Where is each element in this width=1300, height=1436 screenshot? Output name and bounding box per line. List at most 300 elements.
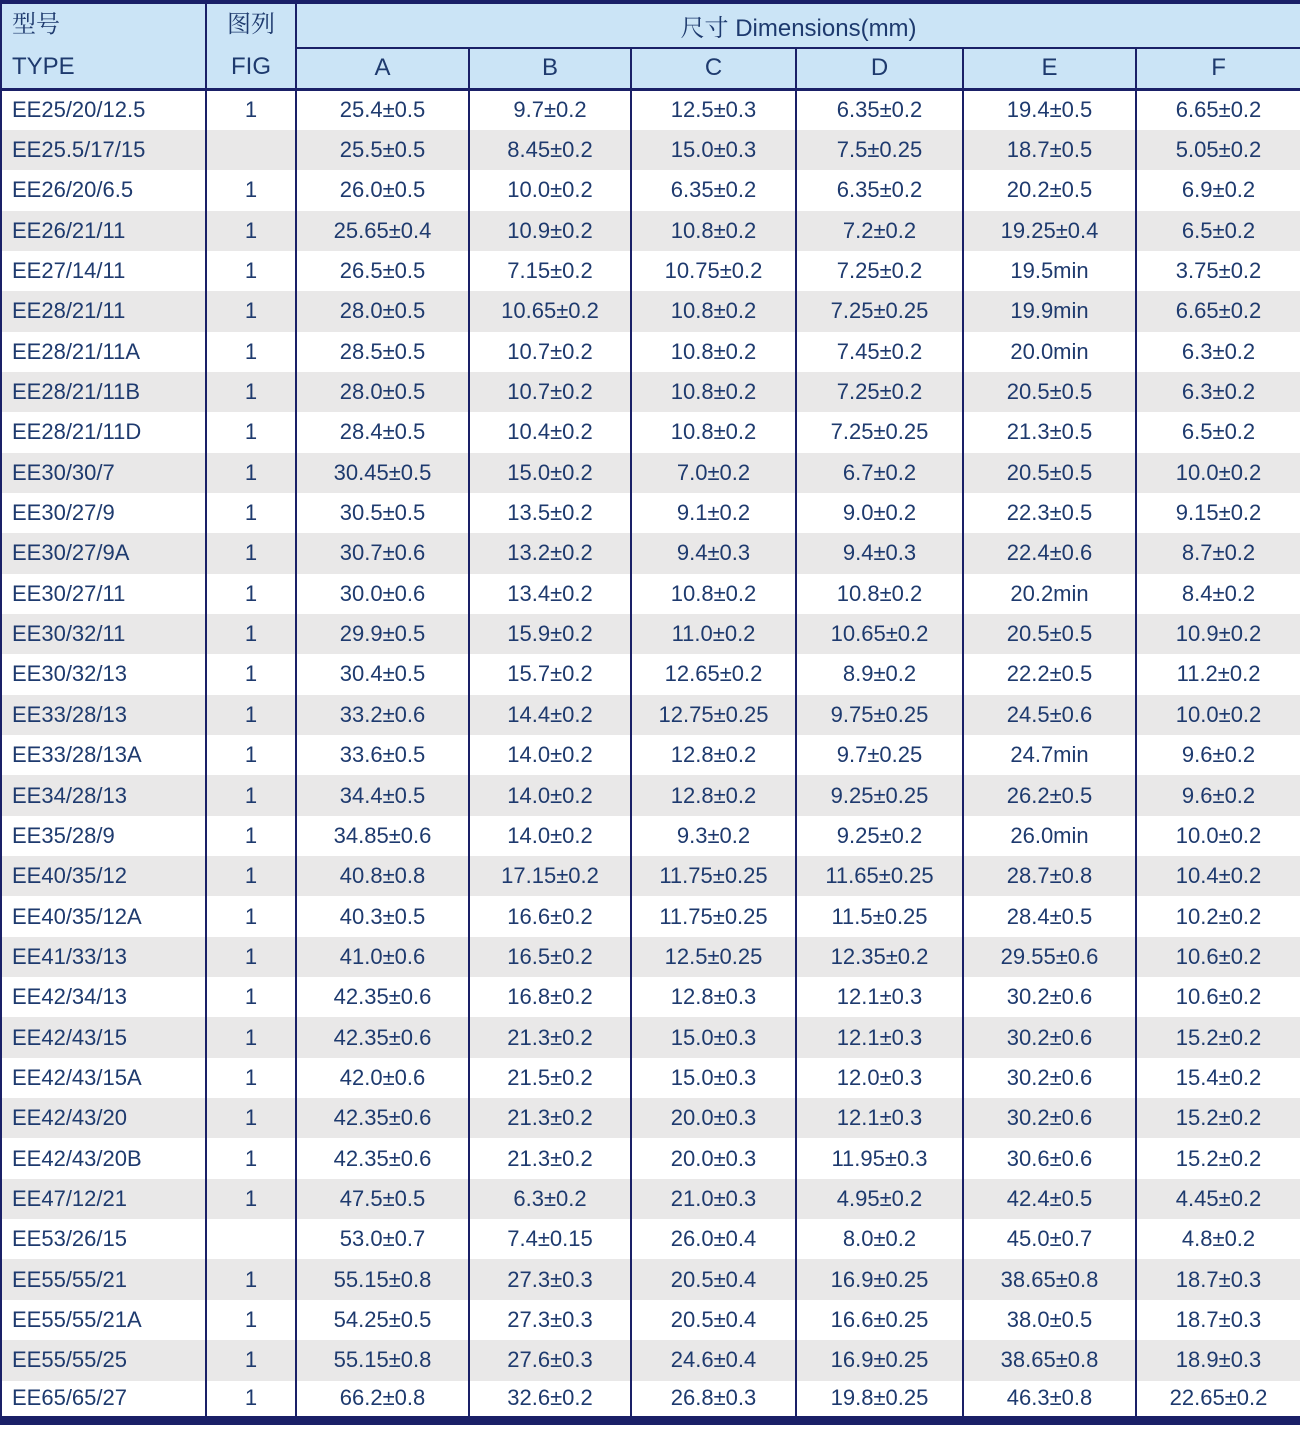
table-row	[1, 130, 1300, 170]
fig-cell: 1	[206, 977, 296, 1017]
fig-cell	[206, 130, 296, 170]
type-cell: EE25/20/12.5	[1, 90, 206, 130]
dimension-value-cell: 9.3±0.2	[631, 816, 796, 856]
table-row	[1, 977, 1300, 1017]
dimension-value-cell: 10.0±0.2	[469, 170, 631, 210]
table-row	[1, 291, 1300, 331]
table-row	[1, 372, 1300, 412]
dimension-value-cell: 6.5±0.2	[1136, 211, 1300, 251]
dimension-value-cell: 27.3±0.3	[469, 1259, 631, 1299]
dimension-value-cell: 9.15±0.2	[1136, 493, 1300, 533]
dimension-value-cell: 10.4±0.2	[1136, 856, 1300, 896]
type-cell: EE55/55/21A	[1, 1300, 206, 1340]
dimension-value-cell: 38.65±0.8	[963, 1340, 1136, 1380]
dimension-value-cell: 9.7±0.2	[469, 90, 631, 130]
dimension-value-cell: 30.6±0.6	[963, 1138, 1136, 1178]
table-row	[1, 856, 1300, 896]
fig-cell: 1	[206, 574, 296, 614]
dimension-value-cell: 4.95±0.2	[796, 1179, 963, 1219]
dimension-value-cell: 15.2±0.2	[1136, 1017, 1300, 1057]
dimension-value-cell: 30.7±0.6	[296, 533, 469, 573]
dimension-value-cell: 3.75±0.2	[1136, 251, 1300, 291]
dimension-value-cell: 11.2±0.2	[1136, 654, 1300, 694]
dimension-value-cell: 16.6±0.2	[469, 896, 631, 936]
dimension-value-cell: 21.3±0.2	[469, 1017, 631, 1057]
col-header-fig	[206, 2, 296, 90]
dimension-value-cell: 5.05±0.2	[1136, 130, 1300, 170]
dimension-value-cell: 7.45±0.2	[796, 332, 963, 372]
dimension-value-cell: 20.5±0.5	[963, 614, 1136, 654]
dimension-value-cell: 11.0±0.2	[631, 614, 796, 654]
col-header-a: A	[296, 48, 469, 90]
col-header-type-en: TYPE	[12, 53, 75, 80]
dimension-value-cell: 38.0±0.5	[963, 1300, 1136, 1340]
dimension-value-cell: 9.6±0.2	[1136, 775, 1300, 815]
dimension-value-cell: 8.45±0.2	[469, 130, 631, 170]
fig-cell: 1	[206, 211, 296, 251]
table-row	[1, 533, 1300, 573]
dimension-value-cell: 10.9±0.2	[469, 211, 631, 251]
table-row	[1, 1259, 1300, 1299]
type-cell: EE42/43/20B	[1, 1138, 206, 1178]
dimension-value-cell: 8.7±0.2	[1136, 533, 1300, 573]
fig-cell: 1	[206, 291, 296, 331]
dimension-value-cell: 54.25±0.5	[296, 1300, 469, 1340]
dimension-value-cell: 28.4±0.5	[963, 896, 1136, 936]
fig-cell: 1	[206, 735, 296, 775]
dimension-value-cell: 15.0±0.2	[469, 453, 631, 493]
dimension-value-cell: 16.8±0.2	[469, 977, 631, 1017]
dimension-value-cell: 25.65±0.4	[296, 211, 469, 251]
dimension-value-cell: 7.25±0.25	[796, 412, 963, 452]
dimension-value-cell: 12.35±0.2	[796, 937, 963, 977]
dimension-value-cell: 9.1±0.2	[631, 493, 796, 533]
fig-cell: 1	[206, 493, 296, 533]
dimension-value-cell: 38.65±0.8	[963, 1259, 1136, 1299]
table-row	[1, 695, 1300, 735]
dimension-value-cell: 17.15±0.2	[469, 856, 631, 896]
type-cell: EE40/35/12A	[1, 896, 206, 936]
dimension-value-cell: 20.5±0.5	[963, 453, 1136, 493]
type-cell: EE28/21/11B	[1, 372, 206, 412]
dimension-value-cell: 6.65±0.2	[1136, 291, 1300, 331]
type-cell: EE25.5/17/15	[1, 130, 206, 170]
type-cell: EE28/21/11A	[1, 332, 206, 372]
dimension-value-cell: 24.5±0.6	[963, 695, 1136, 735]
dimension-value-cell: 28.5±0.5	[296, 332, 469, 372]
dimension-value-cell: 13.2±0.2	[469, 533, 631, 573]
dimension-value-cell: 13.4±0.2	[469, 574, 631, 614]
col-header-b: B	[469, 48, 631, 90]
col-header-c: C	[631, 48, 796, 90]
dimension-value-cell: 6.35±0.2	[631, 170, 796, 210]
fig-cell: 1	[206, 1259, 296, 1299]
dimension-value-cell: 11.75±0.25	[631, 896, 796, 936]
dimension-value-cell: 7.5±0.25	[796, 130, 963, 170]
dimension-value-cell: 28.7±0.8	[963, 856, 1136, 896]
fig-cell: 1	[206, 856, 296, 896]
dimension-value-cell: 9.6±0.2	[1136, 735, 1300, 775]
table-row	[1, 775, 1300, 815]
type-cell: EE53/26/15	[1, 1219, 206, 1259]
dimension-value-cell: 6.3±0.2	[1136, 372, 1300, 412]
dimension-value-cell: 20.5±0.4	[631, 1259, 796, 1299]
dimension-value-cell: 10.7±0.2	[469, 372, 631, 412]
dimension-value-cell: 6.5±0.2	[1136, 412, 1300, 452]
table-row	[1, 816, 1300, 856]
dimension-value-cell: 10.8±0.2	[631, 211, 796, 251]
dimension-value-cell: 26.8±0.3	[631, 1381, 796, 1421]
table-row	[1, 1058, 1300, 1098]
dimension-value-cell: 7.0±0.2	[631, 453, 796, 493]
fig-cell: 1	[206, 332, 296, 372]
type-cell: EE33/28/13	[1, 695, 206, 735]
dimension-value-cell: 15.2±0.2	[1136, 1098, 1300, 1138]
dimension-value-cell: 12.1±0.3	[796, 1017, 963, 1057]
table-body	[1, 90, 1300, 1421]
dimension-value-cell: 20.0±0.3	[631, 1098, 796, 1138]
fig-cell: 1	[206, 1098, 296, 1138]
table-row	[1, 453, 1300, 493]
type-cell: EE55/55/25	[1, 1340, 206, 1380]
dimension-value-cell: 12.8±0.2	[631, 735, 796, 775]
dimension-value-cell: 29.9±0.5	[296, 614, 469, 654]
dimension-value-cell: 9.75±0.25	[796, 695, 963, 735]
dimension-value-cell: 10.0±0.2	[1136, 816, 1300, 856]
type-cell: EE28/21/11D	[1, 412, 206, 452]
dimension-value-cell: 18.9±0.3	[1136, 1340, 1300, 1380]
dimension-value-cell: 55.15±0.8	[296, 1259, 469, 1299]
table-row	[1, 251, 1300, 291]
col-header-fig-cn: 图列	[227, 11, 275, 38]
dimension-value-cell: 30.2±0.6	[963, 1058, 1136, 1098]
fig-cell: 1	[206, 1300, 296, 1340]
dimension-value-cell: 53.0±0.7	[296, 1219, 469, 1259]
table-row	[1, 654, 1300, 694]
dimension-value-cell: 8.0±0.2	[796, 1219, 963, 1259]
type-cell: EE34/28/13	[1, 775, 206, 815]
dimension-value-cell: 6.9±0.2	[1136, 170, 1300, 210]
fig-cell: 1	[206, 251, 296, 291]
dimension-value-cell: 11.65±0.25	[796, 856, 963, 896]
fig-cell: 1	[206, 1179, 296, 1219]
dimension-value-cell: 4.8±0.2	[1136, 1219, 1300, 1259]
type-cell: EE30/30/7	[1, 453, 206, 493]
header-row-top	[1, 2, 1300, 48]
dimension-value-cell: 10.8±0.2	[631, 412, 796, 452]
type-cell: EE28/21/11	[1, 291, 206, 331]
table-row	[1, 937, 1300, 977]
dimension-value-cell: 11.75±0.25	[631, 856, 796, 896]
dimension-value-cell: 30.2±0.6	[963, 1098, 1136, 1138]
type-cell: EE42/34/13	[1, 977, 206, 1017]
dimension-value-cell: 14.0±0.2	[469, 735, 631, 775]
dimension-value-cell: 10.75±0.2	[631, 251, 796, 291]
dimension-value-cell: 10.65±0.2	[469, 291, 631, 331]
dimension-value-cell: 6.3±0.2	[469, 1179, 631, 1219]
table-row	[1, 1340, 1300, 1380]
dimension-value-cell: 25.5±0.5	[296, 130, 469, 170]
table-row	[1, 493, 1300, 533]
dimension-value-cell: 42.35±0.6	[296, 1098, 469, 1138]
dimension-value-cell: 34.85±0.6	[296, 816, 469, 856]
dimension-value-cell: 21.3±0.2	[469, 1098, 631, 1138]
dimension-value-cell: 22.4±0.6	[963, 533, 1136, 573]
type-cell: EE26/21/11	[1, 211, 206, 251]
dimension-value-cell: 12.8±0.2	[631, 775, 796, 815]
type-cell: EE65/65/27	[1, 1381, 206, 1421]
fig-cell: 1	[206, 170, 296, 210]
dimension-value-cell: 6.3±0.2	[1136, 332, 1300, 372]
dimension-value-cell: 66.2±0.8	[296, 1381, 469, 1421]
dimension-value-cell: 19.8±0.25	[796, 1381, 963, 1421]
dimension-value-cell: 15.0±0.3	[631, 130, 796, 170]
dimension-value-cell: 18.7±0.5	[963, 130, 1136, 170]
fig-cell: 1	[206, 372, 296, 412]
dimension-value-cell: 21.3±0.5	[963, 412, 1136, 452]
fig-cell: 1	[206, 775, 296, 815]
dimension-value-cell: 12.5±0.25	[631, 937, 796, 977]
dimension-value-cell: 8.4±0.2	[1136, 574, 1300, 614]
dimension-value-cell: 6.7±0.2	[796, 453, 963, 493]
type-cell: EE30/27/9A	[1, 533, 206, 573]
fig-cell: 1	[206, 1138, 296, 1178]
dimension-value-cell: 22.65±0.2	[1136, 1381, 1300, 1421]
type-cell: EE27/14/11	[1, 251, 206, 291]
dimension-value-cell: 46.3±0.8	[963, 1381, 1136, 1421]
dimension-value-cell: 12.75±0.25	[631, 695, 796, 735]
dimension-value-cell: 40.3±0.5	[296, 896, 469, 936]
dimension-value-cell: 10.4±0.2	[469, 412, 631, 452]
dimension-value-cell: 12.65±0.2	[631, 654, 796, 694]
dimension-value-cell: 7.4±0.15	[469, 1219, 631, 1259]
dimension-value-cell: 10.8±0.2	[631, 372, 796, 412]
table-row	[1, 896, 1300, 936]
table-row	[1, 1219, 1300, 1259]
fig-cell: 1	[206, 1058, 296, 1098]
dimension-value-cell: 12.1±0.3	[796, 1098, 963, 1138]
dimension-value-cell: 7.25±0.2	[796, 251, 963, 291]
dimension-value-cell: 10.2±0.2	[1136, 896, 1300, 936]
dimension-value-cell: 30.0±0.6	[296, 574, 469, 614]
dimension-value-cell: 13.5±0.2	[469, 493, 631, 533]
fig-cell: 1	[206, 614, 296, 654]
fig-cell: 1	[206, 937, 296, 977]
dimension-value-cell: 7.25±0.2	[796, 372, 963, 412]
dimension-value-cell: 9.25±0.25	[796, 775, 963, 815]
dimension-value-cell: 22.3±0.5	[963, 493, 1136, 533]
fig-cell: 1	[206, 1017, 296, 1057]
dimension-value-cell: 10.8±0.2	[796, 574, 963, 614]
dimension-value-cell: 10.0±0.2	[1136, 695, 1300, 735]
dimension-value-cell: 47.5±0.5	[296, 1179, 469, 1219]
dimension-value-cell: 12.1±0.3	[796, 977, 963, 1017]
dimension-value-cell: 16.9±0.25	[796, 1340, 963, 1380]
dimension-value-cell: 6.35±0.2	[796, 90, 963, 130]
dimension-value-cell: 22.2±0.5	[963, 654, 1136, 694]
dimension-value-cell: 10.8±0.2	[631, 291, 796, 331]
fig-cell: 1	[206, 816, 296, 856]
dimension-value-cell: 19.9min	[963, 291, 1136, 331]
fig-cell: 1	[206, 90, 296, 130]
dimension-value-cell: 26.5±0.5	[296, 251, 469, 291]
dimension-value-cell: 15.9±0.2	[469, 614, 631, 654]
fig-cell: 1	[206, 1340, 296, 1380]
dimension-value-cell: 28.4±0.5	[296, 412, 469, 452]
dimension-value-cell: 41.0±0.6	[296, 937, 469, 977]
table-row	[1, 1300, 1300, 1340]
table-row	[1, 1179, 1300, 1219]
type-cell: EE30/27/9	[1, 493, 206, 533]
dimension-value-cell: 40.8±0.8	[296, 856, 469, 896]
table-row	[1, 1138, 1300, 1178]
dimension-value-cell: 15.2±0.2	[1136, 1138, 1300, 1178]
dimension-value-cell: 24.6±0.4	[631, 1340, 796, 1380]
type-cell: EE30/32/13	[1, 654, 206, 694]
dimension-value-cell: 30.2±0.6	[963, 1017, 1136, 1057]
fig-cell: 1	[206, 1381, 296, 1421]
dimension-value-cell: 10.0±0.2	[1136, 453, 1300, 493]
dimension-value-cell: 9.0±0.2	[796, 493, 963, 533]
dimension-value-cell: 11.95±0.3	[796, 1138, 963, 1178]
table-row	[1, 412, 1300, 452]
table-header	[1, 2, 1300, 90]
type-cell: EE40/35/12	[1, 856, 206, 896]
dimension-value-cell: 10.7±0.2	[469, 332, 631, 372]
dimension-value-cell: 26.0±0.4	[631, 1219, 796, 1259]
type-cell: EE26/20/6.5	[1, 170, 206, 210]
type-cell: EE41/33/13	[1, 937, 206, 977]
dimension-value-cell: 19.25±0.4	[963, 211, 1136, 251]
dimension-value-cell: 29.55±0.6	[963, 937, 1136, 977]
table-row	[1, 1381, 1300, 1421]
table-row	[1, 614, 1300, 654]
type-cell: EE55/55/21	[1, 1259, 206, 1299]
dimension-value-cell: 28.0±0.5	[296, 372, 469, 412]
dimension-value-cell: 10.8±0.2	[631, 332, 796, 372]
dimension-value-cell: 12.5±0.3	[631, 90, 796, 130]
dimension-value-cell: 45.0±0.7	[963, 1219, 1136, 1259]
table-row	[1, 170, 1300, 210]
dimension-value-cell: 21.3±0.2	[469, 1138, 631, 1178]
dimension-value-cell: 34.4±0.5	[296, 775, 469, 815]
dimension-value-cell: 42.35±0.6	[296, 977, 469, 1017]
dimension-value-cell: 14.4±0.2	[469, 695, 631, 735]
dimension-value-cell: 15.0±0.3	[631, 1017, 796, 1057]
table-row	[1, 574, 1300, 614]
type-cell: EE42/43/20	[1, 1098, 206, 1138]
dimension-value-cell: 10.8±0.2	[631, 574, 796, 614]
dimension-value-cell: 10.65±0.2	[796, 614, 963, 654]
col-header-dimensions: 尺寸 Dimensions(mm)	[296, 2, 1300, 48]
table-row	[1, 1098, 1300, 1138]
dimension-value-cell: 24.7min	[963, 735, 1136, 775]
dimension-value-cell: 28.0±0.5	[296, 291, 469, 331]
dimension-value-cell: 27.6±0.3	[469, 1340, 631, 1380]
dimension-value-cell: 15.4±0.2	[1136, 1058, 1300, 1098]
dimension-value-cell: 30.5±0.5	[296, 493, 469, 533]
fig-cell	[206, 1219, 296, 1259]
dimension-value-cell: 20.0±0.3	[631, 1138, 796, 1178]
fig-cell: 1	[206, 412, 296, 452]
dimension-value-cell: 15.0±0.3	[631, 1058, 796, 1098]
type-cell: EE30/32/11	[1, 614, 206, 654]
dimension-value-cell: 26.2±0.5	[963, 775, 1136, 815]
col-header-d: D	[796, 48, 963, 90]
type-cell: EE47/12/21	[1, 1179, 206, 1219]
type-cell: EE42/43/15A	[1, 1058, 206, 1098]
dimension-value-cell: 33.6±0.5	[296, 735, 469, 775]
dimension-value-cell: 16.9±0.25	[796, 1259, 963, 1299]
dimension-value-cell: 20.2±0.5	[963, 170, 1136, 210]
dimension-value-cell: 12.8±0.3	[631, 977, 796, 1017]
dimension-value-cell: 32.6±0.2	[469, 1381, 631, 1421]
type-cell: EE33/28/13A	[1, 735, 206, 775]
fig-cell: 1	[206, 453, 296, 493]
dimension-value-cell: 7.2±0.2	[796, 211, 963, 251]
dimension-value-cell: 19.5min	[963, 251, 1136, 291]
dimension-value-cell: 10.6±0.2	[1136, 977, 1300, 1017]
dimension-value-cell: 12.0±0.3	[796, 1058, 963, 1098]
dimension-value-cell: 16.5±0.2	[469, 937, 631, 977]
dimension-value-cell: 9.25±0.2	[796, 816, 963, 856]
dimension-value-cell: 19.4±0.5	[963, 90, 1136, 130]
dimension-value-cell: 26.0±0.5	[296, 170, 469, 210]
dimension-value-cell: 8.9±0.2	[796, 654, 963, 694]
col-header-type	[1, 2, 206, 90]
dimension-value-cell: 14.0±0.2	[469, 816, 631, 856]
dimension-value-cell: 6.35±0.2	[796, 170, 963, 210]
dimension-value-cell: 21.0±0.3	[631, 1179, 796, 1219]
col-header-type-cn: 型号	[12, 11, 60, 38]
dimension-value-cell: 10.9±0.2	[1136, 614, 1300, 654]
col-header-f: F	[1136, 48, 1300, 90]
dimension-value-cell: 55.15±0.8	[296, 1340, 469, 1380]
dimension-value-cell: 30.4±0.5	[296, 654, 469, 694]
dimension-value-cell: 27.3±0.3	[469, 1300, 631, 1340]
table-row	[1, 211, 1300, 251]
dimension-value-cell: 9.4±0.3	[796, 533, 963, 573]
dimension-value-cell: 18.7±0.3	[1136, 1259, 1300, 1299]
dimension-value-cell: 26.0min	[963, 816, 1136, 856]
fig-cell: 1	[206, 654, 296, 694]
dimension-value-cell: 4.45±0.2	[1136, 1179, 1300, 1219]
dimension-value-cell: 18.7±0.3	[1136, 1300, 1300, 1340]
dimension-value-cell: 7.25±0.25	[796, 291, 963, 331]
dimension-value-cell: 42.35±0.6	[296, 1017, 469, 1057]
dimension-value-cell: 16.6±0.25	[796, 1300, 963, 1340]
fig-cell: 1	[206, 896, 296, 936]
col-header-fig-en: FIG	[231, 53, 271, 80]
dimension-value-cell: 7.15±0.2	[469, 251, 631, 291]
type-cell: EE35/28/9	[1, 816, 206, 856]
table-row	[1, 735, 1300, 775]
dimension-value-cell: 11.5±0.25	[796, 896, 963, 936]
dimension-value-cell: 20.5±0.4	[631, 1300, 796, 1340]
dimension-value-cell: 21.5±0.2	[469, 1058, 631, 1098]
fig-cell: 1	[206, 695, 296, 735]
dimension-value-cell: 9.4±0.3	[631, 533, 796, 573]
dimension-value-cell: 20.5±0.5	[963, 372, 1136, 412]
table-row	[1, 90, 1300, 130]
table-row	[1, 1017, 1300, 1057]
dimension-value-cell: 42.35±0.6	[296, 1138, 469, 1178]
dimension-value-cell: 30.45±0.5	[296, 453, 469, 493]
fig-cell: 1	[206, 533, 296, 573]
dimension-value-cell: 33.2±0.6	[296, 695, 469, 735]
dimension-value-cell: 6.65±0.2	[1136, 90, 1300, 130]
dimension-value-cell: 42.0±0.6	[296, 1058, 469, 1098]
